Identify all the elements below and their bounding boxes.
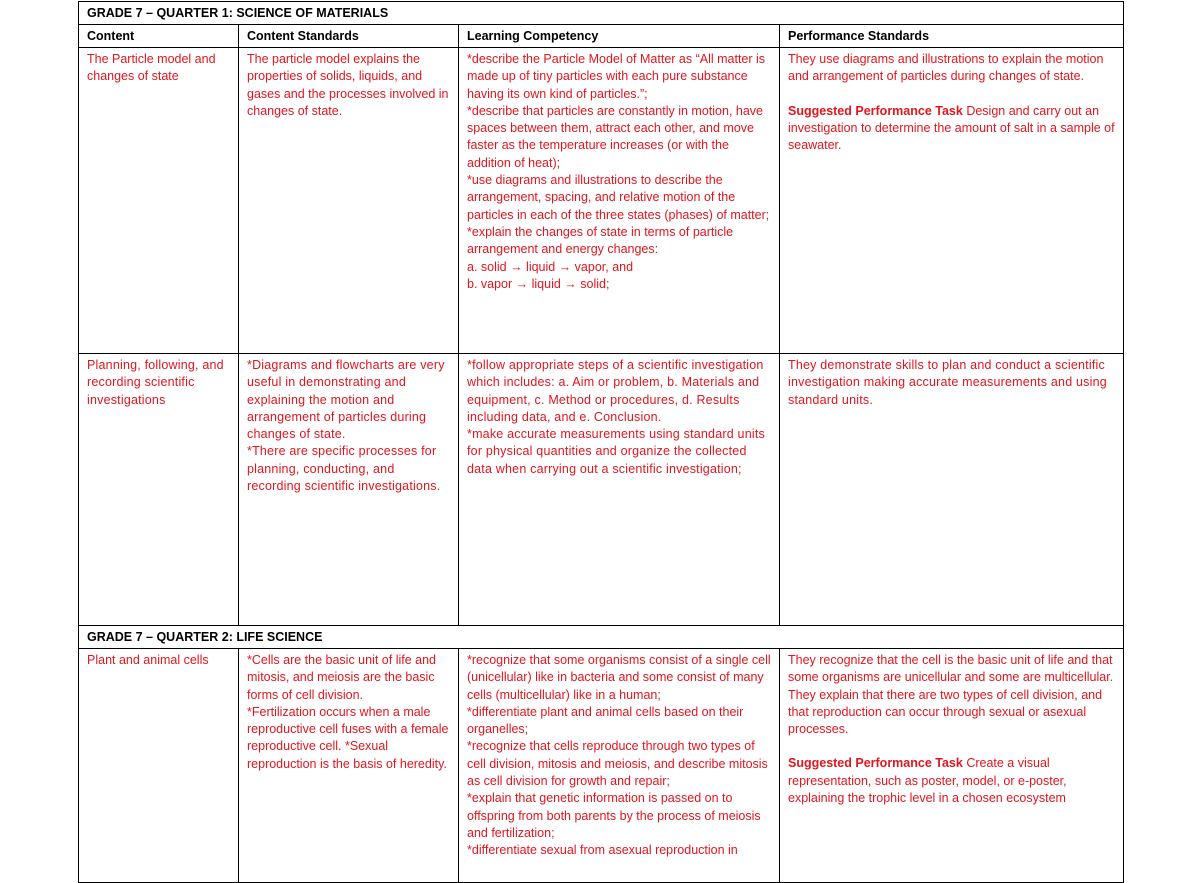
standard-item: *Cells are the basic unit of life and mitosis, and meiosis are the basic forms of cell division. — [247, 653, 436, 702]
task-text: Design and carry out an investigation to determine the amount of salt in a sample of seawater. — [788, 103, 1115, 153]
learning-competency-cell — [459, 649, 780, 883]
content-cell: Plant and animal cells — [79, 649, 239, 883]
performance-standards-cell — [780, 48, 1124, 354]
header-content: Content — [79, 25, 239, 48]
header-performance-standards: Performance Standards — [780, 25, 1124, 48]
competency-item: *recognize that cells reproduce through two types of cell division, mitosis and meiosis, and describe mitosis as cell division for growth and repair; — [467, 739, 768, 789]
learning-competency-cell — [459, 354, 780, 626]
competency-item: *describe that particles are constantly in motion, have spaces between them, attract each other, and move faster as the temperature increases (or with the addition of heat); — [467, 103, 763, 170]
content-cell: Planning, following, and recording scientific investigations — [79, 354, 239, 626]
table-row — [79, 48, 1124, 354]
task-text: Create a visual representation, such as poster, model, or e-poster, explaining the trophic level in a chosen ecosystem — [788, 756, 1067, 806]
content-standards-cell — [239, 354, 459, 626]
header-content-standards: Content Standards — [239, 25, 459, 48]
performance-task — [788, 103, 1115, 155]
performance-text: They use diagrams and illustrations to explain the motion and arrangement of particles during changes of state. — [788, 52, 1104, 84]
learning-competency-cell — [459, 48, 780, 354]
curriculum-table — [78, 1, 1124, 883]
standard-item: *Fertilization occurs when a male reproductive cell fuses with a female reproductive cell. *Sexual reproduction is the basis of heredity. — [247, 704, 449, 771]
table-row — [79, 354, 1124, 626]
competency-item: a. solid → liquid → vapor, and — [467, 259, 634, 274]
quarter2-title: GRADE 7 – QUARTER 2: LIFE SCIENCE — [79, 626, 1124, 649]
content-standards-cell: The particle model explains the properties of solids, liquids, and gases and the processes involved in changes of state. — [239, 48, 459, 354]
task-label: Suggested Performance Task — [788, 756, 963, 771]
task-label: Suggested Performance Task — [788, 103, 963, 118]
competency-item: *explain that genetic information is passed on to offspring from both parents by the process of meiosis and fertilization; — [467, 791, 761, 840]
competency-item: *follow appropriate steps of a scientific investigation which includes: a. Aim or problem, b. Materials and equipment, c. Method or procedures, d. Results including data, and e. Conclusion. — [467, 358, 764, 424]
quarter1-title: GRADE 7 – QUARTER 1: SCIENCE OF MATERIALS — [79, 2, 1124, 25]
header-learning-competency: Learning Competency — [459, 25, 780, 48]
performance-text: They recognize that the cell is the basic unit of life and that some organisms are unicellular and some are multicellular. They explain that there are two types of cell division, and that reproduction can occur through sexual or asexual processes. — [788, 653, 1114, 737]
table-row — [79, 649, 1124, 883]
competency-item: *recognize that some organisms consist of a single cell (unicellular) like in bacteria and some consist of many cells (multicellular) like in a human; — [467, 653, 771, 702]
competency-item: *differentiate plant and animal cells based on their organelles; — [467, 704, 744, 737]
performance-task — [788, 755, 1115, 807]
content-cell: The Particle model and changes of state — [79, 48, 239, 354]
standard-item: *Diagrams and flowcharts are very useful in demonstrating and explaining the motion and arrangement of particles during changes of state. — [247, 358, 445, 442]
content-standards-cell — [239, 649, 459, 883]
performance-standards-cell — [780, 649, 1124, 883]
standard-item: *There are specific processes for planning, conducting, and recording scientific investigations. — [247, 444, 441, 494]
competency-item: b. vapor → liquid → solid; — [467, 276, 610, 291]
competency-item: *make accurate measurements using standard units for physical quantities and organize the collected data when carrying out a scientific investigation; — [467, 427, 765, 476]
competency-item: *explain the changes of state in terms of particle arrangement and energy changes: — [467, 224, 734, 257]
performance-standards-cell: They demonstrate skills to plan and conduct a scientific investigation making accurate measurements and using standard units. — [780, 354, 1124, 626]
competency-item: *describe the Particle Model of Matter as “All matter is made up of tiny particles with each pure substance having its own kind of particles.”; — [467, 52, 766, 101]
competency-item: *use diagrams and illustrations to describe the arrangement, spacing, and relative motion of the particles in each of the three states (phases) of matter; — [467, 173, 770, 222]
competency-item: *differentiate sexual from asexual reproduction in — [467, 843, 738, 858]
